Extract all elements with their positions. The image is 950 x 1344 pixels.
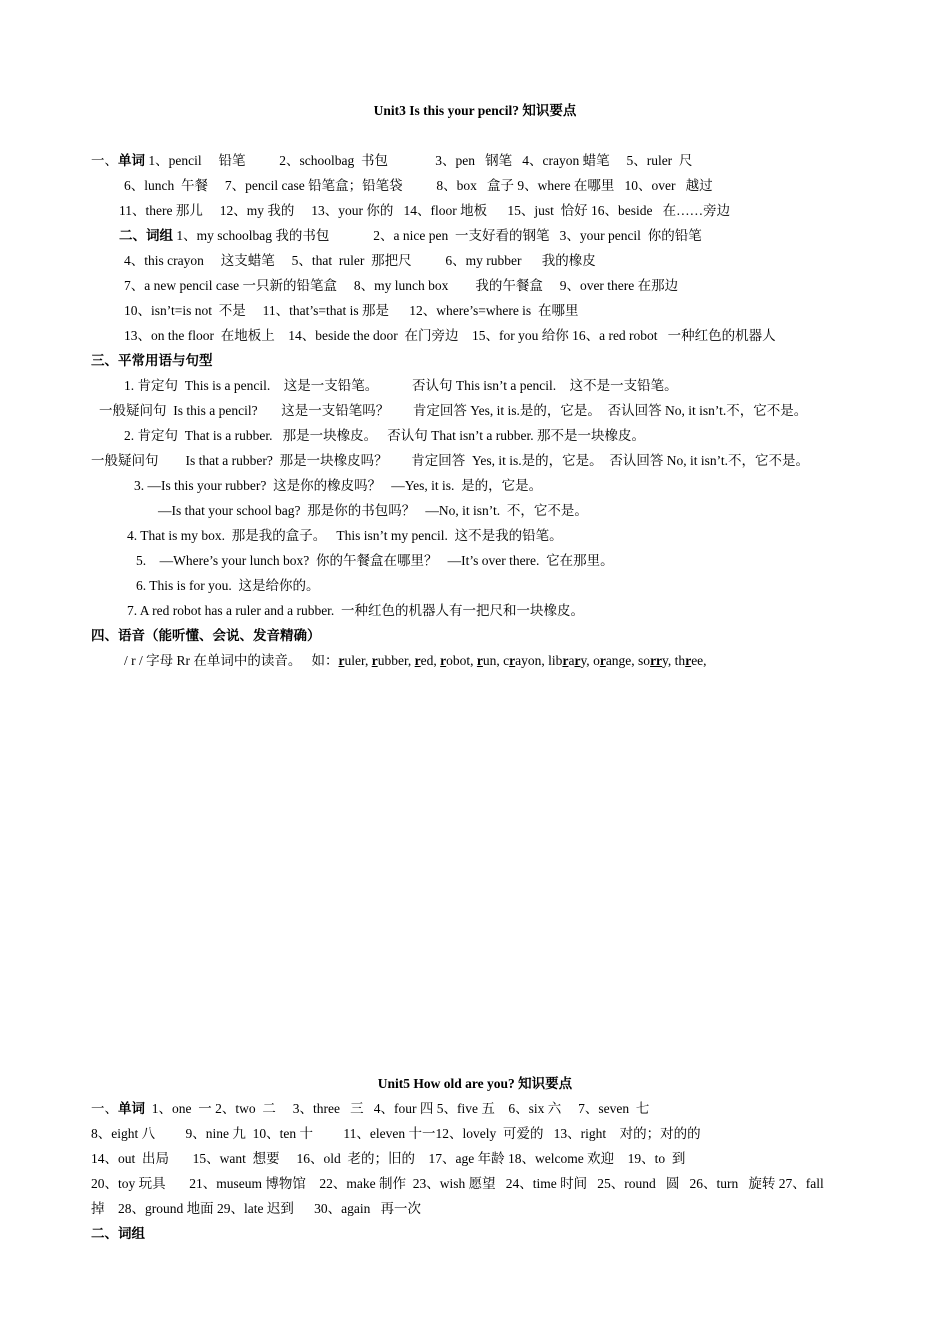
phonics-word-pre: th [674, 653, 686, 668]
unit3-phrase-line-3: 7、a new pencil case 一只新的铅笔盒 8、my lunch box 我的午餐盒 9、over there 在那边 [124, 278, 679, 293]
phonics-word-post: y, [580, 653, 594, 668]
phonics-word [372, 653, 415, 668]
unit5-vocab-prefix: 一、 [91, 1101, 118, 1116]
phonics-word-post: un, [482, 653, 504, 668]
unit3-vocab-text-1: 1、pencil 铅笔 2、schoolbag 书包 3、pen 钢笔 4、crayon 蜡笔 5、ruler 尺 [148, 153, 693, 168]
unit3-sentence-line-6: —Is that your school bag? 那是你的书包吗？ —No, it isn’t. 不，它不是。 [158, 503, 588, 518]
phonics-word-list [339, 653, 707, 668]
phonics-word-post: a [568, 653, 575, 668]
phonics-word-post: ayon, [515, 653, 549, 668]
phonics-word-post: y, [662, 653, 675, 668]
unit3-vocab-line-2: 6、lunch 午餐 7、pencil case 铅笔盒；铅笔袋 8、box 盒子 9、where 在哪里 10、over 越过 [124, 178, 713, 193]
unit5-vocab-line-1 [91, 1100, 649, 1118]
phonics-letter-r: r [476, 653, 483, 668]
phonics-word [503, 653, 548, 668]
unit3-vocab-line-1 [91, 152, 692, 170]
phonics-letter-r: r [562, 653, 569, 668]
unit3-sentence-heading [91, 352, 213, 370]
spacer [145, 1101, 152, 1116]
phonics-word [477, 653, 503, 668]
unit3-sentence-line-9: 6. This is for you. 这是给你的。 [136, 578, 320, 593]
phonics-word-post: ubber, [377, 653, 415, 668]
phonics-word-post: obot, [446, 653, 477, 668]
phonics-letter-r: r [509, 653, 516, 668]
phonics-letter-r: r [574, 653, 581, 668]
phonics-word-post: uler, [344, 653, 372, 668]
unit3-phrase-line-1 [119, 227, 702, 245]
unit3-phrase-line-2: 4、this crayon 这支蜡笔 5、that ruler 那把尺 6、my rubber 我的橡皮 [124, 253, 596, 268]
unit3-phonics-heading [91, 627, 321, 645]
phonics-letter-r: r [599, 653, 606, 668]
unit3-phrase-line-4: 10、isn’t=is not 不是 11、that’s=that is 那是 12、where’s=where is 在哪里 [124, 303, 579, 318]
unit5-vocab-text-1: 1、one 一 2、two 二 3、three 三 4、four 四 5、five 五 6、six 六 7、seven 七 [151, 1101, 650, 1116]
unit5-phrase-heading-text: 二、词组 [91, 1226, 145, 1241]
phonics-word [574, 653, 593, 668]
phonics-word [675, 653, 707, 668]
unit3-sentence-line-7: 4. That is my box. 那是我的盒子。 This isn’t my pencil. 这不是我的铅笔。 [127, 528, 563, 543]
unit3-phrase-line-5: 13、on the floor 在地板上 14、beside the door 在门旁边 15、for you 给你 16、a red robot 一种红色的机器人 [124, 328, 776, 343]
phonics-letter-r: rr [650, 653, 663, 668]
phonics-word-post: ange, [605, 653, 639, 668]
vocab-prefix: 一、 [91, 153, 118, 168]
unit3-sentence-line-1: 1. 肯定句 This is a pencil. 这是一支铅笔。 否认句 This isn’t a pencil. 这不是一支铅笔。 [124, 378, 678, 393]
phonics-word [415, 653, 441, 668]
phonics-word-post: ee, [691, 653, 707, 668]
phonics-intro: / r / 字母 Rr 在单词中的读音。 如： [124, 653, 339, 668]
phonics-word [440, 653, 477, 668]
unit3-title: Unit3 Is this your pencil? 知识要点 [373, 103, 577, 118]
unit5-vocab-line-5: 掉 28、ground 地面 29、late 迟到 30、again 再一次 [91, 1201, 421, 1216]
phonics-word-pre: lib [548, 653, 563, 668]
phonics-letter-r: r [440, 653, 447, 668]
unit3-sentence-line-5: 3. —Is this your rubber? 这是你的橡皮吗？ —Yes, it is. 是的，它是。 [134, 478, 543, 493]
unit3-sentence-line-4: 一般疑问句 Is that a rubber? 那是一块橡皮吗？ 肯定回答 Yes, it is.是的，它是。 否认回答 No, it isn’t.不，它不是。 [91, 453, 809, 468]
phonics-word [638, 653, 675, 668]
phonics-letter-r: r [685, 653, 692, 668]
unit5-phrase-heading [91, 1225, 145, 1243]
unit5-vocab-line-3: 14、out 出局 15、want 想要 16、old 老的；旧的 17、age 年龄 18、welcome 欢迎 19、to 到 [91, 1151, 686, 1166]
unit5-title: Unit5 How old are you? 知识要点 [377, 1076, 573, 1091]
unit3-phrase-text-1b: 1、my schoolbag 我的书包 2、a nice pen 一支好看的钢笔 3、your pencil 你的铅笔 [176, 228, 702, 243]
phonics-word-pre: so [638, 653, 651, 668]
unit3-sentence-line-2: 一般疑问句 Is this a pencil? 这是一支铅笔吗？ 肯定回答 Yes, it is.是的，它是。 否认回答 No, it isn’t.不，它不是。 [99, 403, 808, 418]
phonics-word-pre: c [503, 653, 510, 668]
unit3-phonics-heading-text: 四、语音（能听懂、会说、发音精确） [91, 628, 321, 643]
unit3-phrase-heading: 二、词组 [119, 228, 173, 243]
unit5-vocab-heading: 单词 [118, 1101, 145, 1116]
phonics-word [593, 653, 638, 668]
phonics-letter-r: r [338, 653, 345, 668]
phonics-letter-r: r [414, 653, 421, 668]
phonics-word-post: ed, [420, 653, 441, 668]
unit3-sentence-line-10: 7. A red robot has a ruler and a rubber. 一种红色的机器人有一把尺和一块橡皮。 [127, 603, 585, 618]
phonics-word [548, 653, 574, 668]
unit3-sentence-line-3: 2. 肯定句 That is a rubber. 那是一块橡皮。 否认句 That isn’t a rubber. 那不是一块橡皮。 [124, 428, 645, 443]
phonics-word [339, 653, 372, 668]
unit3-vocab-heading: 单词 [118, 153, 149, 168]
unit5-vocab-line-2: 8、eight 八 9、nine 九 10、ten 十 11、eleven 十一12、lovely 可爱的 13、right 对的；对的的 [91, 1126, 701, 1141]
phonics-letter-r: r [371, 653, 378, 668]
unit3-sentence-line-8: 5. —Where’s your lunch box? 你的午餐盒在哪里？ —It’s over there. 它在那里。 [136, 553, 614, 568]
unit3-phonics-line [124, 652, 707, 670]
unit3-sentence-heading-text: 三、平常用语与句型 [91, 353, 213, 368]
phonics-word-pre: o [593, 653, 600, 668]
unit5-vocab-line-4: 20、toy 玩具 21、museum 博物馆 22、make 制作 23、wish 愿望 24、time 时间 25、round 圆 26、turn 旋转 27、fall [91, 1176, 824, 1191]
unit3-vocab-line-3: 11、there 那儿 12、my 我的 13、your 你的 14、floor 地板 15、just 恰好 16、beside 在……旁边 [119, 203, 731, 218]
